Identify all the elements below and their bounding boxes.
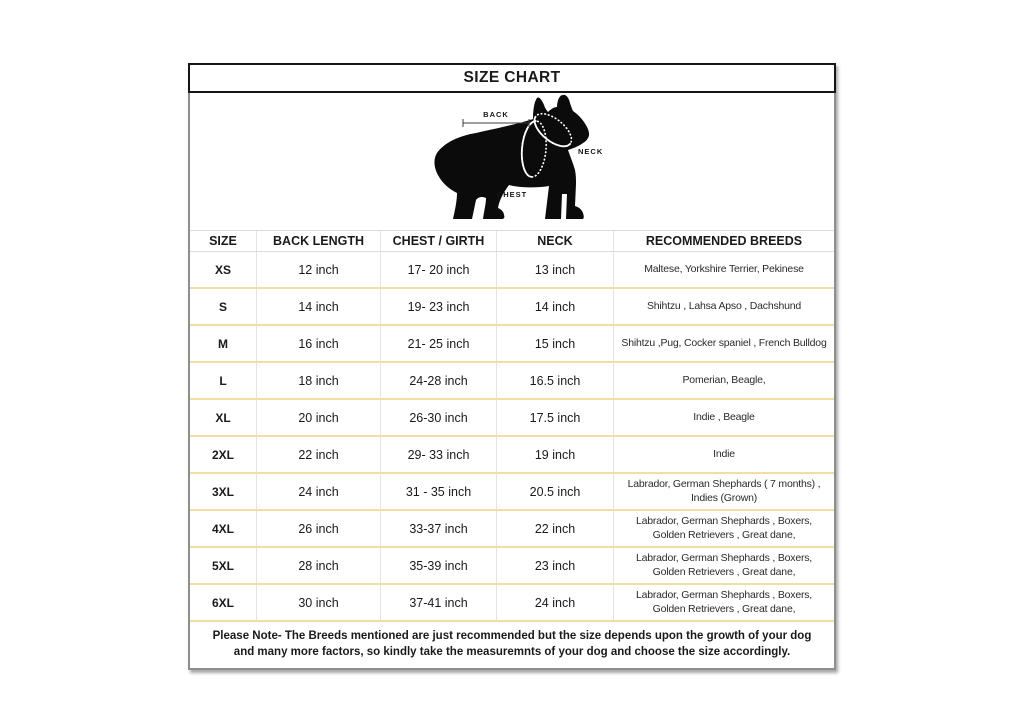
neck-cell: 20.5 inch bbox=[497, 474, 614, 509]
back-length-cell: 24 inch bbox=[257, 474, 381, 509]
chest-girth-cell: 31 - 35 inch bbox=[381, 474, 497, 509]
table-row bbox=[190, 363, 834, 400]
neck-cell: 13 inch bbox=[497, 252, 614, 287]
neck-cell: 14 inch bbox=[497, 289, 614, 324]
table-row bbox=[190, 252, 834, 289]
back-label: BACK bbox=[483, 110, 509, 119]
size-cell: 4XL bbox=[190, 511, 257, 546]
table-row bbox=[190, 511, 834, 548]
breeds-cell: Pomerian, Beagle, bbox=[682, 373, 766, 386]
neck-cell: 24 inch bbox=[497, 585, 614, 620]
table-row bbox=[190, 474, 834, 511]
neck-cell: 17.5 inch bbox=[497, 400, 614, 435]
table-row bbox=[190, 400, 834, 437]
table-row bbox=[190, 289, 834, 326]
neck-cell: 19 inch bbox=[497, 437, 614, 472]
chest-girth-cell: 33-37 inch bbox=[381, 511, 497, 546]
table-header-row bbox=[190, 230, 834, 252]
dog-body-shape bbox=[434, 95, 589, 219]
back-length-cell: 14 inch bbox=[257, 289, 381, 324]
chest-girth-cell: 21- 25 inch bbox=[381, 326, 497, 361]
chart-body bbox=[188, 93, 836, 670]
back-length-cell: 12 inch bbox=[257, 252, 381, 287]
table-row bbox=[190, 437, 834, 474]
size-cell: 5XL bbox=[190, 548, 257, 583]
size-cell: M bbox=[190, 326, 257, 361]
note-area bbox=[190, 622, 834, 668]
chest-girth-cell: 35-39 inch bbox=[381, 548, 497, 583]
breeds-cell: Labrador, German Shephards ( 7 months) , Indies (Grown) bbox=[627, 478, 821, 504]
back-length-cell: 26 inch bbox=[257, 511, 381, 546]
back-length-cell: 30 inch bbox=[257, 585, 381, 620]
size-cell: XL bbox=[190, 400, 257, 435]
breeds-cell: Indie , Beagle bbox=[693, 410, 755, 423]
neck-cell: 23 inch bbox=[497, 548, 614, 583]
chest-girth-cell: 37-41 inch bbox=[381, 585, 497, 620]
table-row bbox=[190, 326, 834, 363]
size-cell: L bbox=[190, 363, 257, 398]
dog-silhouette-illustration bbox=[406, 93, 618, 230]
back-length-cell: 18 inch bbox=[257, 363, 381, 398]
table-row bbox=[190, 585, 834, 622]
back-length-cell: 28 inch bbox=[257, 548, 381, 583]
header-size: SIZE bbox=[190, 231, 257, 251]
back-length-cell: 22 inch bbox=[257, 437, 381, 472]
neck-cell: 22 inch bbox=[497, 511, 614, 546]
size-cell: 3XL bbox=[190, 474, 257, 509]
chest-girth-cell: 19- 23 inch bbox=[381, 289, 497, 324]
breeds-cell: Shihtzu ,Pug, Cocker spaniel , French Bulldog bbox=[621, 336, 827, 349]
disclaimer-note: Please Note- The Breeds mentioned are just recommended but the size depends upon the growth of your dog and many more factors, so kindly take the measuremnts of your dog and choose the size accordingly. bbox=[212, 630, 812, 659]
breeds-cell: Labrador, German Shephards , Boxers, Golden Retrievers , Great dane, bbox=[635, 552, 813, 578]
chest-girth-cell: 26-30 inch bbox=[381, 400, 497, 435]
chest-girth-cell: 17- 20 inch bbox=[381, 252, 497, 287]
size-cell: S bbox=[190, 289, 257, 324]
back-length-cell: 20 inch bbox=[257, 400, 381, 435]
breeds-cell: Shihtzu , Lahsa Apso , Dachshund bbox=[646, 299, 802, 312]
breeds-cell: Labrador, German Shephards , Boxers, Golden Retrievers , Great dane, bbox=[635, 515, 813, 541]
page-title: SIZE CHART bbox=[463, 69, 561, 86]
breeds-cell: Indie bbox=[713, 447, 735, 460]
title-bar bbox=[188, 63, 836, 93]
table-row bbox=[190, 548, 834, 585]
back-length-cell: 16 inch bbox=[257, 326, 381, 361]
size-cell: 2XL bbox=[190, 437, 257, 472]
size-cell: XS bbox=[190, 252, 257, 287]
size-chart-panel bbox=[188, 63, 836, 670]
size-cell: 6XL bbox=[190, 585, 257, 620]
header-chest-girth: CHEST / GIRTH bbox=[381, 231, 497, 251]
header-recommended-breeds: RECOMMENDED BREEDS bbox=[645, 234, 803, 248]
header-neck: NECK bbox=[497, 231, 614, 251]
chest-girth-cell: 29- 33 inch bbox=[381, 437, 497, 472]
neck-cell: 15 inch bbox=[497, 326, 614, 361]
neck-cell: 16.5 inch bbox=[497, 363, 614, 398]
header-back-length: BACK LENGTH bbox=[257, 231, 381, 251]
breeds-cell: Labrador, German Shephards , Boxers, Golden Retrievers , Great dane, bbox=[635, 589, 813, 615]
breeds-cell: Maltese, Yorkshire Terrier, Pekinese bbox=[644, 262, 804, 275]
chest-girth-cell: 24-28 inch bbox=[381, 363, 497, 398]
dog-measurement-diagram bbox=[190, 93, 834, 230]
neck-label: NECK bbox=[578, 147, 604, 156]
chest-label: CHEST bbox=[496, 190, 528, 199]
